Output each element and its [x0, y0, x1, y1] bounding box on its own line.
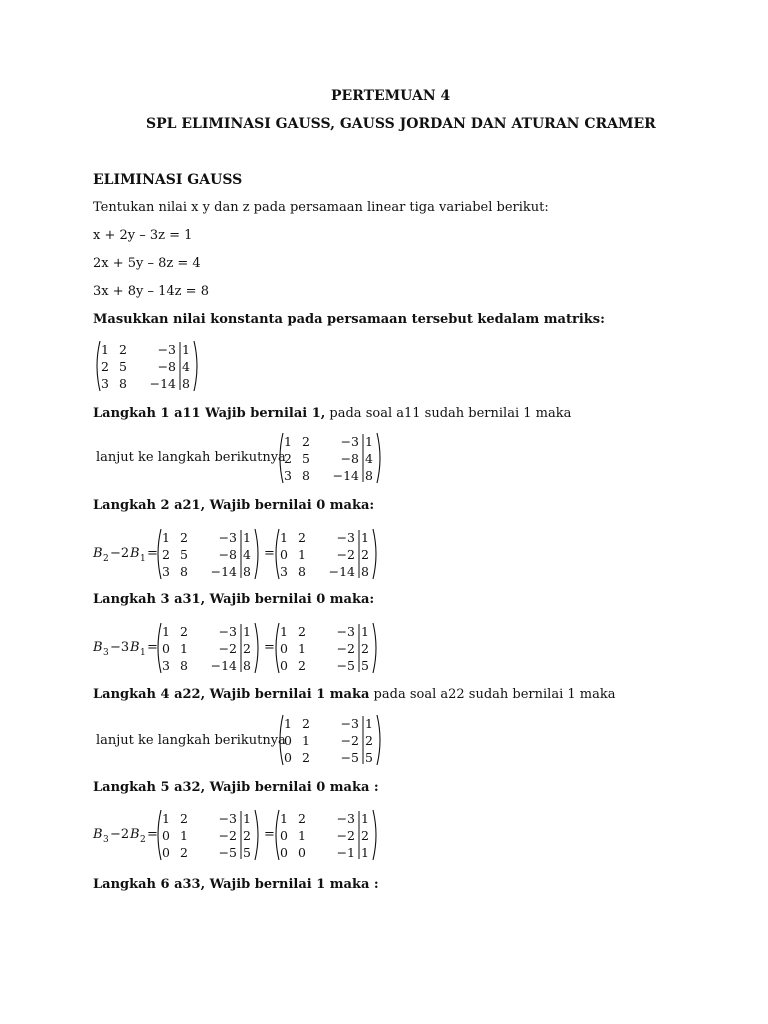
- matrix-cell: −3: [218, 811, 237, 826]
- matrix-cell: 1: [302, 733, 310, 748]
- step-1-matrix: [276, 432, 376, 484]
- equation-1: x + 2y – 3z = 1: [93, 228, 193, 243]
- equals-sign: =: [264, 640, 275, 655]
- step-1-heading: [93, 406, 571, 421]
- equals-sign: =: [147, 546, 158, 561]
- matrix-cell: 4: [243, 547, 251, 562]
- matrix-cell: 3: [101, 376, 109, 391]
- matrix-m3b: [276, 623, 376, 673]
- matrix-cell: 2: [284, 451, 292, 466]
- section-heading: ELIMINASI GAUSS: [93, 172, 243, 188]
- step-3-formula: [93, 620, 373, 676]
- matrix-cell: 2: [243, 828, 251, 843]
- matrix-cell: −2: [336, 828, 355, 843]
- matrix-cell: 2: [298, 624, 306, 639]
- matrix-cell: 0: [298, 845, 306, 860]
- matrix-cell: 8: [298, 564, 306, 579]
- row-symbol: B: [130, 546, 140, 561]
- matrix-cell: 1: [280, 530, 288, 545]
- matrix-cell: −2: [218, 641, 237, 656]
- right-bracket: [255, 623, 258, 673]
- step-5-heading: Langkah 5 a32, Wajib bernilai 0 maka :: [93, 780, 379, 795]
- matrix-cell: 5: [365, 750, 373, 765]
- matrix-cell: 1: [180, 641, 188, 656]
- right-bracket: [194, 341, 197, 391]
- matrix-cell: 5: [302, 451, 310, 466]
- row-factor: −3: [110, 640, 130, 655]
- matrix-cell: −3: [336, 624, 355, 639]
- matrix-cell: −14: [210, 564, 237, 579]
- matrix-cell: −2: [340, 733, 359, 748]
- right-bracket: [377, 433, 380, 483]
- equation-3: 3x + 8y – 14z = 8: [93, 284, 209, 299]
- matrix-cell: −1: [336, 845, 355, 860]
- matrix-cell: 8: [243, 658, 251, 673]
- matrix-cell: −8: [340, 451, 359, 466]
- matrix-cell: 8: [182, 376, 190, 391]
- step-4-matrix: [276, 714, 376, 766]
- matrix-cell: 0: [280, 658, 288, 673]
- step-1-label: Langkah 1 a11 Wajib bernilai 1,: [93, 406, 326, 421]
- matrix-cell: −14: [332, 468, 359, 483]
- matrix-cell: 0: [284, 733, 292, 748]
- matrix-cell: 1: [162, 811, 170, 826]
- matrix-cell: 1: [162, 530, 170, 545]
- matrix-cell: 1: [280, 811, 288, 826]
- matrix-cell: 2: [302, 716, 310, 731]
- row-index: 2: [103, 554, 109, 564]
- matrix-cell: 2: [180, 811, 188, 826]
- matrix-cell: 0: [162, 828, 170, 843]
- right-bracket: [255, 529, 258, 579]
- matrix-cell: 2: [365, 733, 373, 748]
- row-symbol: B: [93, 640, 103, 655]
- row-symbol: B: [130, 640, 140, 655]
- matrix-cell: 1: [361, 811, 369, 826]
- equals-sign: =: [147, 640, 158, 655]
- step-1-continuation: lanjut ke langkah berikutnya: [96, 450, 286, 465]
- matrix-cell: 1: [180, 828, 188, 843]
- matrix-cell: −2: [336, 547, 355, 562]
- matrix-cell: 1: [361, 530, 369, 545]
- matrix-instruction: Masukkan nilai konstanta pada persamaan tersebut kedalam matriks:: [93, 312, 605, 327]
- matrix-cell: 3: [284, 468, 292, 483]
- matrix-cell: −3: [218, 624, 237, 639]
- step-3-heading: Langkah 3 a31, Wajib bernilai 0 maka:: [93, 592, 375, 607]
- matrix-cell: 1: [298, 547, 306, 562]
- matrix-cell: 0: [280, 828, 288, 843]
- matrix-cell: 8: [119, 376, 127, 391]
- row-factor: −2: [110, 827, 130, 842]
- matrix-cell: 4: [182, 359, 190, 374]
- matrix-cell: 2: [101, 359, 109, 374]
- row-symbol: B: [93, 546, 103, 561]
- matrix-cell: 1: [284, 716, 292, 731]
- matrix-cell: 2: [361, 641, 369, 656]
- equals-sign: =: [147, 827, 158, 842]
- matrix-cell: 2: [243, 641, 251, 656]
- matrix-cell: 2: [180, 624, 188, 639]
- right-bracket: [373, 810, 376, 860]
- matrix-cell: 8: [180, 564, 188, 579]
- matrix-cell: 1: [243, 624, 251, 639]
- matrix-cell: 8: [361, 564, 369, 579]
- row-index: 3: [103, 648, 109, 658]
- matrix-cell: −3: [340, 716, 359, 731]
- step-2-formula: [93, 526, 373, 582]
- matrix-cell: −5: [340, 750, 359, 765]
- step-4-label: Langkah 4 a22, Wajib bernilai 1 maka: [93, 687, 370, 702]
- matrix-cell: −8: [218, 547, 237, 562]
- right-bracket: [373, 623, 376, 673]
- step-4-continuation: lanjut ke langkah berikutnya: [96, 733, 286, 748]
- matrix-cell: 5: [180, 547, 188, 562]
- matrix-cell: −3: [157, 342, 176, 357]
- matrix-cell: −14: [210, 658, 237, 673]
- matrix-cell: 1: [243, 530, 251, 545]
- augmented-matrix: [93, 340, 193, 392]
- matrix-cell: 8: [243, 564, 251, 579]
- matrix-cell: 1: [101, 342, 109, 357]
- matrix-cell: 8: [302, 468, 310, 483]
- matrix-m3a: [158, 623, 258, 673]
- matrix-cell: 2: [298, 811, 306, 826]
- matrix-cell: 3: [162, 564, 170, 579]
- step-4-heading: [93, 687, 615, 702]
- matrix-cell: 2: [361, 828, 369, 843]
- matrix-cell: 1: [361, 845, 369, 860]
- left-bracket: [158, 529, 161, 579]
- matrix-cell: 4: [365, 451, 373, 466]
- matrix-cell: −3: [340, 434, 359, 449]
- matrix-cell: 1: [298, 828, 306, 843]
- matrix-cell: 1: [162, 624, 170, 639]
- left-bracket: [158, 623, 161, 673]
- doc-title: PERTEMUAN 4: [331, 88, 451, 104]
- matrix-cell: 5: [361, 658, 369, 673]
- equals-sign: =: [264, 827, 275, 842]
- step-2-heading: Langkah 2 a21, Wajib bernilai 0 maka:: [93, 498, 375, 513]
- matrix-cell: 0: [162, 845, 170, 860]
- matrix-cell: 2: [298, 530, 306, 545]
- matrix-cell: 2: [180, 530, 188, 545]
- matrix-cell: 0: [280, 845, 288, 860]
- matrix-cell: 3: [280, 564, 288, 579]
- matrix-cell: 8: [365, 468, 373, 483]
- left-bracket: [276, 623, 279, 673]
- matrix-m2b: [276, 529, 376, 579]
- matrix-cell: −2: [218, 828, 237, 843]
- step-4-text: pada soal a22 sudah bernilai 1 maka: [369, 687, 616, 702]
- matrix-cell: 0: [280, 547, 288, 562]
- left-bracket: [276, 810, 279, 860]
- row-symbol: B: [93, 827, 103, 842]
- step-1-text: pada soal a11 sudah bernilai 1 maka: [325, 406, 572, 421]
- row-index: 1: [140, 648, 146, 658]
- matrix-cell: 1: [182, 342, 190, 357]
- matrix-cell: −5: [218, 845, 237, 860]
- left-bracket: [280, 715, 283, 765]
- row-index: 2: [140, 835, 146, 845]
- matrix-m5a: [158, 810, 258, 860]
- matrix-cell: 2: [298, 658, 306, 673]
- matrix-m2a: [158, 529, 258, 579]
- matrix-cell: 0: [280, 641, 288, 656]
- matrix-cell: −8: [157, 359, 176, 374]
- matrix-cell: 1: [298, 641, 306, 656]
- matrix-cell: 2: [302, 750, 310, 765]
- right-bracket: [255, 810, 258, 860]
- matrix-cell: 1: [361, 624, 369, 639]
- matrix-cell: 1: [280, 624, 288, 639]
- left-bracket: [158, 810, 161, 860]
- matrix-cell: −2: [336, 641, 355, 656]
- matrix-cell: 2: [302, 434, 310, 449]
- matrix-cell: −14: [328, 564, 355, 579]
- matrix-cell: 5: [243, 845, 251, 860]
- matrix-cell: −3: [218, 530, 237, 545]
- left-bracket: [280, 433, 283, 483]
- row-factor: −2: [110, 546, 130, 561]
- matrix-cell: 0: [162, 641, 170, 656]
- matrix-cell: 2: [361, 547, 369, 562]
- matrix-cell: 1: [365, 434, 373, 449]
- matrix-cell: 2: [162, 547, 170, 562]
- matrix-m4: [280, 715, 380, 765]
- matrix-cell: −3: [336, 811, 355, 826]
- matrix-cell: 5: [119, 359, 127, 374]
- matrix-m0: [97, 341, 197, 391]
- matrix-cell: 1: [365, 716, 373, 731]
- intro-text: Tentukan nilai x y dan z pada persamaan linear tiga variabel berikut:: [93, 200, 549, 215]
- matrix-cell: 0: [284, 750, 292, 765]
- equation-2: 2x + 5y – 8z = 4: [93, 256, 201, 271]
- row-symbol: B: [130, 827, 140, 842]
- row-index: 1: [140, 554, 146, 564]
- equals-sign: =: [264, 546, 275, 561]
- matrix-cell: 2: [119, 342, 127, 357]
- matrix-cell: 1: [284, 434, 292, 449]
- matrix-m5b: [276, 810, 376, 860]
- row-index: 3: [103, 835, 109, 845]
- left-bracket: [97, 341, 100, 391]
- left-bracket: [276, 529, 279, 579]
- matrix-cell: 3: [162, 658, 170, 673]
- step-5-formula: [93, 807, 373, 863]
- matrix-cell: −5: [336, 658, 355, 673]
- matrix-cell: 8: [180, 658, 188, 673]
- right-bracket: [377, 715, 380, 765]
- step-6-heading: Langkah 6 a33, Wajib bernilai 1 maka :: [93, 877, 379, 892]
- matrix-cell: 1: [243, 811, 251, 826]
- right-bracket: [373, 529, 376, 579]
- doc-subtitle: SPL ELIMINASI GAUSS, GAUSS JORDAN DAN ATURAN CRAMER: [146, 116, 656, 132]
- matrix-cell: 2: [180, 845, 188, 860]
- matrix-cell: −14: [149, 376, 176, 391]
- matrix-cell: −3: [336, 530, 355, 545]
- matrix-m1: [280, 433, 380, 483]
